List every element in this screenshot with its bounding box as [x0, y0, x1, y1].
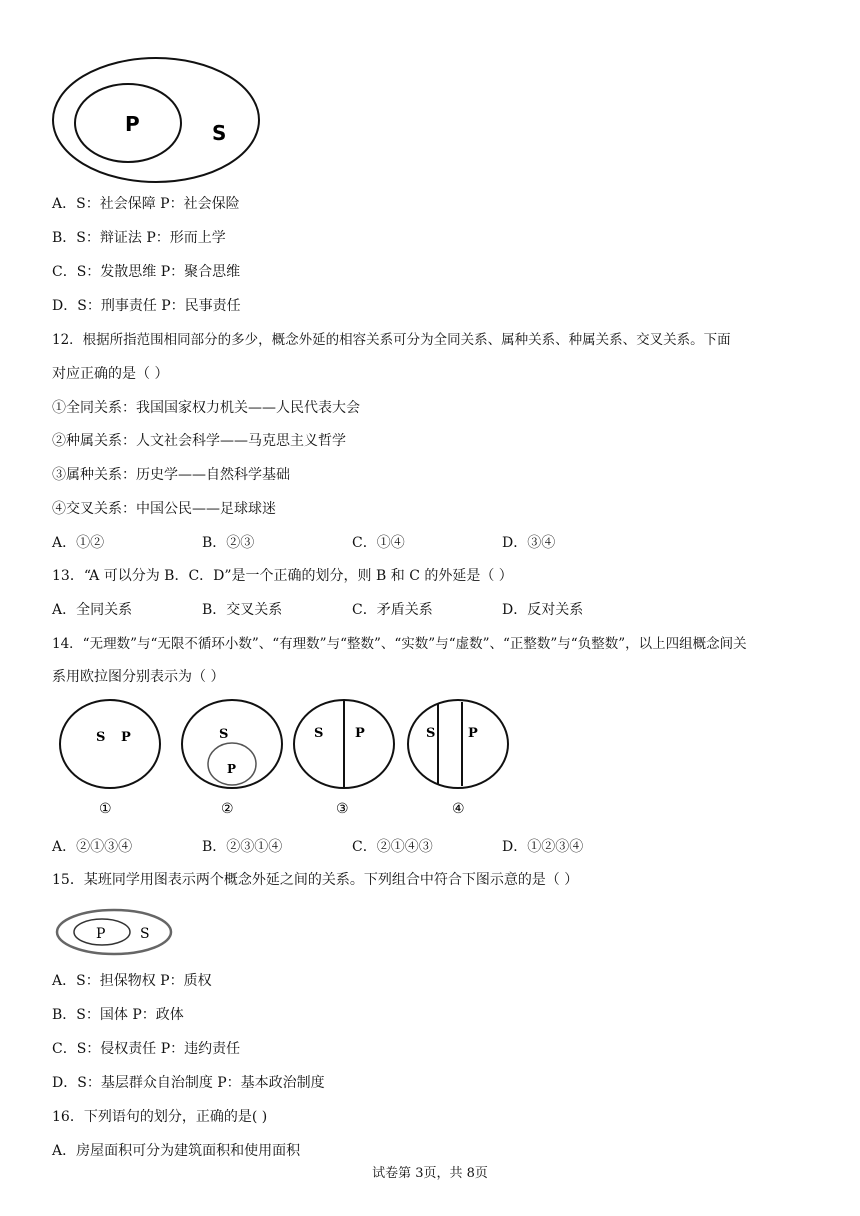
diagram-1-label-s: S [96, 730, 106, 745]
q15-option-b: B．S：国体 P：政体 [52, 1007, 184, 1023]
diagram-1-label-p: P [121, 730, 131, 745]
q12-choice-b: B．②③ [202, 535, 255, 551]
q14-choice-d: D．①②③④ [502, 839, 584, 855]
diagram-4 [408, 700, 508, 817]
q15-option-c: C．S：侵权责任 P：违约责任 [52, 1041, 241, 1057]
diagram-2-label-s: S [219, 727, 229, 742]
q11-option-c: C．S：发散思维 P：聚合思维 [52, 264, 241, 280]
q11-option-d: D．S：刑事责任 P：民事责任 [52, 298, 241, 314]
q16-option-a: A．房屋面积可分为建筑面积和使用面积 [52, 1143, 301, 1159]
q16-stem: 16．下列语句的划分，正确的是( ) [52, 1109, 268, 1125]
label-s: S [212, 121, 227, 145]
q12-choice-a: A．①② [52, 535, 105, 551]
q14-stem-line2: 系用欧拉图分别表示为（ ） [52, 669, 225, 685]
q12-item-3: ③属种关系：历史学——自然科学基础 [52, 467, 290, 483]
diagram-1-circle [60, 700, 160, 788]
q13-choice-d: D．反对关系 [502, 602, 584, 618]
diagram-3 [294, 700, 394, 817]
q12-item-4: ④交叉关系：中国公民——足球球迷 [52, 501, 276, 517]
diagram-3-label-s: S [314, 726, 324, 741]
diagram-4-label-p: P [468, 726, 478, 741]
diagram-1-number: ① [99, 801, 112, 817]
q13-stem: 13．“A 可以分为 B．C．D”是一个正确的划分，则 B 和 C 的外延是（ ） [52, 568, 513, 584]
outer-ellipse-s [53, 58, 259, 182]
page-footer: 试卷第 3页，共 8页 [372, 1166, 488, 1181]
q15-option-d: D．S：基层群众自治制度 P：基本政治制度 [52, 1075, 325, 1091]
q12-stem-line2: 对应正确的是（ ） [52, 366, 169, 382]
diagram-4-label-s: S [426, 726, 436, 741]
q15-label-s: S [140, 926, 150, 942]
diagram-2-number: ② [221, 801, 234, 817]
diagram-2 [182, 700, 282, 817]
q12-stem-line1: 12．根据所指范围相同部分的多少，概念外延的相容关系可分为全同关系、属种关系、种属关系、交叉关系。下面 [52, 332, 731, 348]
q13-choice-c: C．矛盾关系 [352, 602, 433, 618]
q15-label-p: P [96, 926, 106, 942]
euler-diagram-top [52, 56, 262, 186]
q15-stem: 15．某班同学用图表示两个概念外延之间的关系。下列组合中符合下图示意的是（ ） [52, 872, 579, 888]
q12-choice-d: D．③④ [502, 535, 556, 551]
q14-stem-line1: 14．“无理数”与“无限不循环小数”、“有理数”与“整数”、“实数”与“虚数”、“正整数”与“负整数”，以上四组概念间关 [52, 636, 747, 652]
q12-item-1: ①全同关系：我国国家权力机关——人民代表大会 [52, 400, 360, 416]
q12-item-2: ②种属关系：人文社会科学——马克思主义哲学 [52, 433, 346, 449]
q12-choice-c: C．①④ [352, 535, 405, 551]
diagram-3-label-p: P [355, 726, 365, 741]
q13-choice-b: B．交叉关系 [202, 602, 283, 618]
euler-diagram-q15 [56, 908, 174, 958]
label-p: P [125, 112, 140, 136]
q15-option-a: A．S：担保物权 P：质权 [52, 973, 212, 989]
q14-choice-a: A．②①③④ [52, 839, 133, 855]
diagram-4-circle [408, 700, 508, 788]
q14-choice-c: C．②①④③ [352, 839, 433, 855]
diagram-4-number: ④ [452, 801, 465, 817]
diagram-1 [60, 700, 160, 817]
q11-option-b: B．S：辩证法 P：形而上学 [52, 230, 226, 246]
diagram-2-label-p: P [227, 762, 237, 776]
q14-choice-b: B．②③①④ [202, 839, 283, 855]
euler-diagrams-q14 [52, 696, 512, 821]
diagram-3-number: ③ [336, 801, 349, 817]
q13-choice-a: A．全同关系 [52, 602, 133, 618]
q11-option-a: A．S：社会保障 P：社会保险 [52, 196, 240, 212]
